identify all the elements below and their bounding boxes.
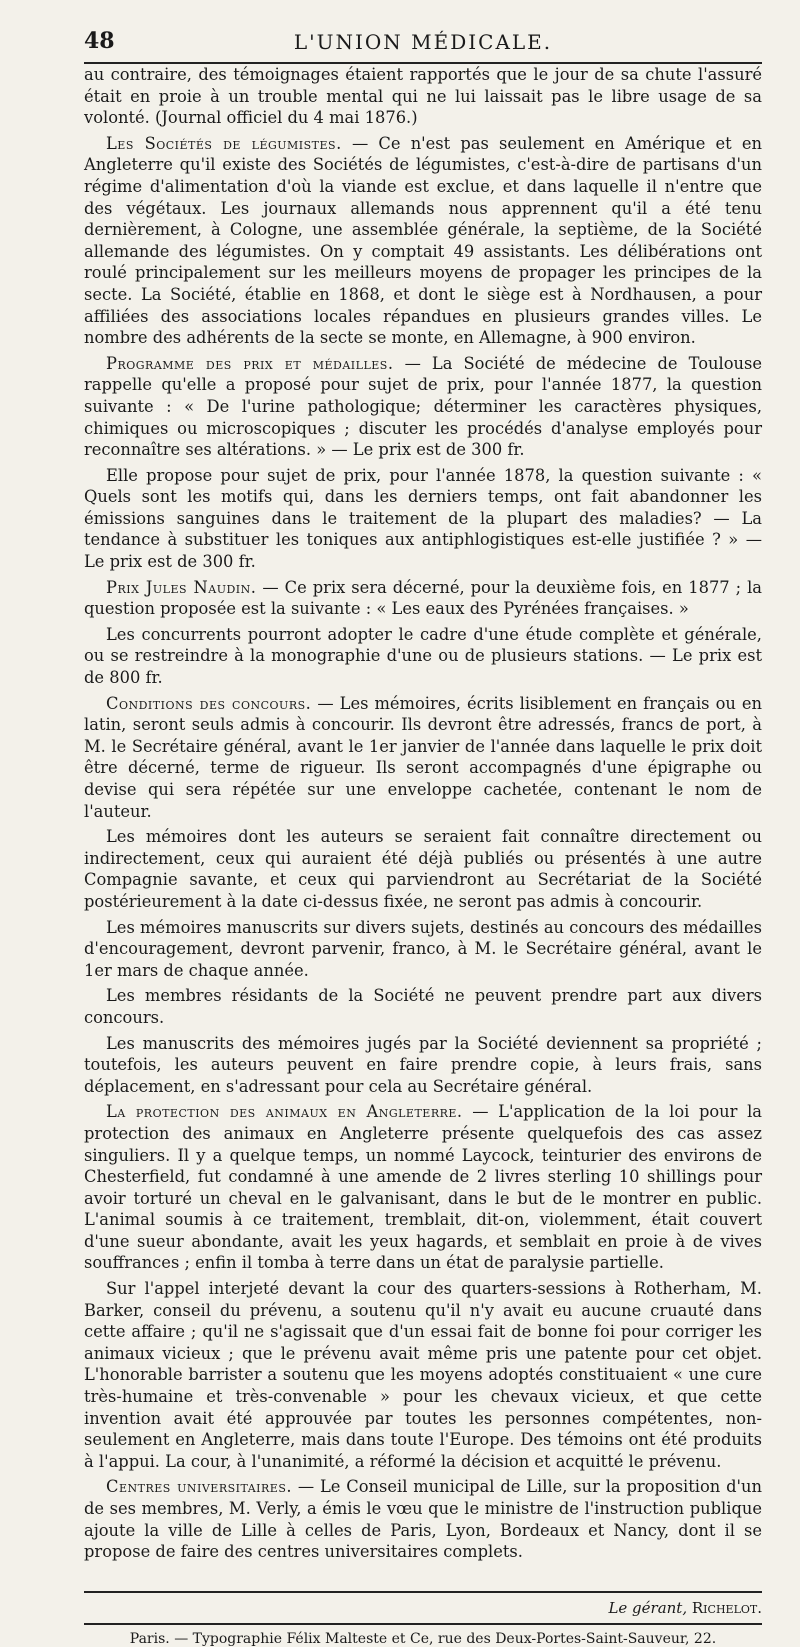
manager-label: Le gérant, xyxy=(608,1598,688,1617)
paragraph xyxy=(84,465,762,573)
paragraph-lead: Conditions des concours. xyxy=(106,693,312,713)
paragraph-text: au contraire, des témoignages étaient rapportés que le jour de sa chute l'assuré était en proie à un trouble mental qui ne lui laissait pas le libre usage de sa volonté. (Journal officiel du 4 mai 1876.) xyxy=(84,65,762,128)
paragraph xyxy=(84,577,762,620)
paragraph-text: — Le Conseil municipal de Lille, sur la proposition d'un de ses membres, M. Verly, a émis le vœu que le ministre de l'instruction publique ajoute la ville de Lille à celles de Paris, Lyon, Bordeaux et Nancy, dont il se propose de faire des centres universitaires complets. xyxy=(84,1477,762,1562)
paragraph xyxy=(84,1278,762,1472)
paragraph xyxy=(84,624,762,689)
page-header xyxy=(84,22,762,64)
paragraph-text: Les mémoires dont les auteurs se seraient fait connaître directement ou indirectement, ceux qui auraient été déjà publiés ou présentés à une autre Compagnie savante, et ceux qui parviendront au Secrétariat de la Société postérieurement à la date ci-dessus fixée, ne seront pas admis à concourir. xyxy=(84,827,762,911)
paragraph-text: Sur l'appel interjeté devant la cour des quarters-sessions à Rotherham, M. Barker, conseil du prévenu, a soutenu qu'il n'y avait eu aucune cruauté dans cette affaire ; qu'il ne s'agissait que d'un essai fait de bonne foi pour corriger les animaux vicieux ; que le prévenu avait même pris une patente pour cet objet. L'honorable barrister a soutenu que les moyens adoptés constituaient « une cure très-humaine et très-convenable » pour les chevaux vicieux, et que cette invention avait été approuvée par toutes les personnes compétentes, non-seulement en Angleterre, mais dans toute l'Europe. Des témoins ont été produits à l'appui. La cour, à l'unanimité, a réformé la décision et acquitté le prévenu. xyxy=(84,1279,762,1471)
paragraph-lead: La protection des animaux en Angleterre. xyxy=(106,1102,463,1122)
paragraph-text: Elle propose pour sujet de prix, pour l'année 1878, la question suivante : « Quels sont les motifs qui, dans les derniers temps, ont fait abandonner les émissions sanguines dans le traitement de la plupart des maladies? — La tendance à substituer les toniques aux antiphlogistiques est-elle justifiée ? » — Le prix est de 300 fr. xyxy=(84,465,762,572)
paragraph-lead: Prix Jules Naudin. xyxy=(106,577,257,597)
paragraph xyxy=(84,353,762,461)
page-number: 48 xyxy=(84,28,115,54)
paragraph-text: Les manuscrits des mémoires jugés par la Société deviennent sa propriété ; toutefois, les auteurs peuvent en faire prendre copie, à leurs frais, sans déplacement, en s'adressant pour cela au Secrétaire général. xyxy=(84,1033,762,1096)
paragraph xyxy=(84,64,762,129)
footer-rule xyxy=(84,1591,762,1593)
paragraph-text: — Ce n'est pas seulement en Amérique et en Angleterre qu'il existe des Sociétés de légumistes, c'est-à-dire de partisans d'un régime d'alimentation d'où la viande est exclue, et dans laquelle il n'entre que des végétaux. Les journaux allemands nous apprennent qu'il a été tenu dernièrement, à Cologne, une assemblée générale, la septième, de la Société allemande des légumistes. On y comptait 49 assistants. Les délibérations ont roulé principalement sur les meilleurs moyens de propager les principes de la secte. La Société, établie en 1868, et dont le siège est à Nordhausen, a pour affiliées des associations locales répandues en plusieurs grandes villes. Le nombre des adhérents de la secte se monte, en Allemagne, à 900 environ. xyxy=(84,133,762,348)
manager-signature xyxy=(84,1599,762,1617)
paragraph-text: Les concurrents pourront adopter le cadre d'une étude complète et générale, ou se restreindre à la monographie d'une ou de plusieurs stations. — Le prix est de 800 fr. xyxy=(84,624,762,688)
paragraph-text: — Les mémoires, écrits lisiblement en français ou en latin, seront seuls admis à concourir. Ils devront être adressés, francs de port, à M. le Secrétaire général, avant le 1er janvier de l'année dans laquelle le prix doit être décerné, terme de rigueur. Ils seront accompagnés d'une épigraphe ou devise qui sera répétée sur une enveloppe cachetée, contenant le nom de l'auteur. xyxy=(84,693,762,821)
paragraph-text: — L'application de la loi pour la protection des animaux en Angleterre présente quelquefois des cas assez singuliers. Il y a quelque temps, un nommé Laycock, teinturier des environs de Chesterfield, fut condamné à une amende de 2 livres sterling 10 shillings pour avoir torturé un cheval en le galvanisant, dans le but de le montrer en public. L'animal soumis à ce traitement, tremblait, dit-on, violemment, était couvert d'une sueur abondante, avait les yeux hagards, et semblait en proie à de vives souffrances ; enfin il tomba à terre dans un état de paralysie partielle. xyxy=(84,1102,762,1273)
paragraph xyxy=(84,693,762,823)
paragraph xyxy=(84,917,762,982)
article-body xyxy=(84,64,762,1563)
paragraph xyxy=(84,1101,762,1274)
paragraph-text: Les mémoires manuscrits sur divers sujets, destinés au concours des médailles d'encouragement, devront parvenir, franco, à M. le Secrétaire général, avant le 1er mars de chaque année. xyxy=(84,917,762,980)
printer-imprint: Paris. — Typographie Félix Malteste et Ce, rue des Deux-Portes-Saint-Sauveur, 22. xyxy=(84,1623,762,1647)
paragraph xyxy=(84,1476,762,1562)
paragraph-text: — La Société de médecine de Toulouse rappelle qu'elle a proposé pour sujet de prix, pour l'année 1877, la question suivante : « De l'urine pathologique; déterminer les caractères physiques, chimiques ou microscopiques ; discuter les procédés d'analyse employés pour reconnaître ses altérations. » — Le prix est de 300 fr. xyxy=(84,353,762,460)
paragraph-lead: Centres universitaires. xyxy=(106,1477,293,1497)
paragraph-text: Les membres résidants de la Société ne peuvent prendre part aux divers concours. xyxy=(84,986,762,1027)
manager-name: Richelot. xyxy=(691,1598,762,1617)
running-title: L'UNION MÉDICALE. xyxy=(293,30,553,54)
paragraph xyxy=(84,133,762,349)
paragraph-lead: Les Sociétés de légumistes. xyxy=(106,133,342,153)
paragraph-text: — Ce prix sera décerné, pour la deuxième fois, en 1877 ; la question proposée est la suivante : « Les eaux des Pyrénées françaises. » xyxy=(84,577,762,619)
paragraph-lead: Programme des prix et médailles. xyxy=(106,353,394,373)
paragraph xyxy=(84,1033,762,1098)
paragraph xyxy=(84,985,762,1028)
paragraph xyxy=(84,826,762,912)
